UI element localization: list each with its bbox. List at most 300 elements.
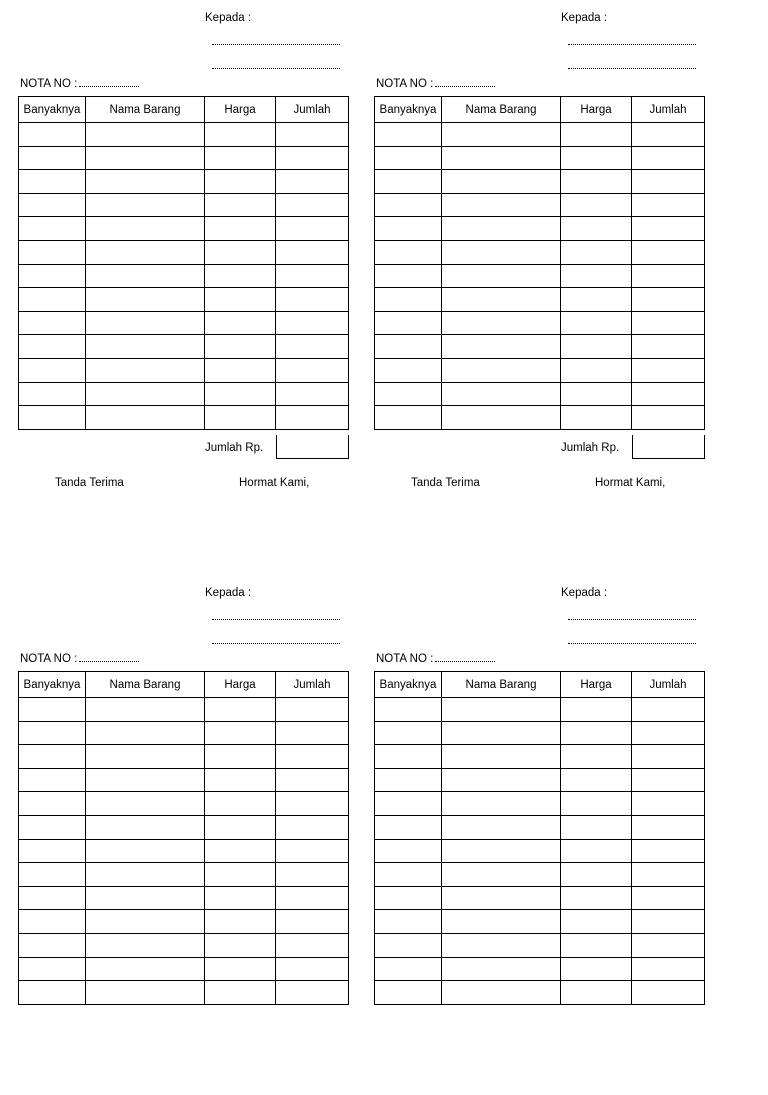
table-row [19, 382, 349, 406]
header-nama-barang: Nama Barang [442, 672, 561, 698]
cell-banyaknya[interactable] [375, 358, 442, 382]
cell-harga[interactable] [205, 264, 276, 288]
cell-jumlah[interactable] [632, 745, 705, 769]
items-table [18, 96, 349, 430]
cell-banyaknya[interactable] [19, 768, 86, 792]
cell-jumlah[interactable] [276, 123, 349, 147]
cell-banyaknya[interactable] [375, 217, 442, 241]
header-nama-barang: Nama Barang [86, 672, 205, 698]
table-row [19, 745, 349, 769]
cell-harga[interactable] [561, 957, 632, 981]
cell-harga[interactable] [205, 745, 276, 769]
table-row [19, 406, 349, 430]
table-row [19, 815, 349, 839]
cell-jumlah[interactable] [632, 981, 705, 1005]
cell-nama-barang[interactable] [86, 406, 205, 430]
cell-nama-barang[interactable] [86, 863, 205, 887]
nota-number [20, 653, 139, 665]
cell-banyaknya[interactable] [375, 288, 442, 312]
cell-banyaknya[interactable] [19, 406, 86, 430]
cell-banyaknya[interactable] [19, 815, 86, 839]
cell-harga[interactable] [205, 698, 276, 722]
cell-banyaknya[interactable] [375, 839, 442, 863]
tanda-terima-label: Tanda Terima [55, 477, 124, 489]
table-row [19, 335, 349, 359]
cell-harga[interactable] [561, 193, 632, 217]
cell-nama-barang[interactable] [442, 358, 561, 382]
cell-harga[interactable] [561, 721, 632, 745]
cell-jumlah[interactable] [632, 721, 705, 745]
cell-nama-barang[interactable] [442, 311, 561, 335]
kepada-line-1[interactable] [568, 619, 696, 620]
cell-jumlah[interactable] [632, 123, 705, 147]
cell-harga[interactable] [561, 406, 632, 430]
cell-harga[interactable] [561, 981, 632, 1005]
cell-banyaknya[interactable] [19, 288, 86, 312]
nota-no-field[interactable] [435, 661, 495, 662]
cell-banyaknya[interactable] [375, 981, 442, 1005]
cell-jumlah[interactable] [276, 288, 349, 312]
table-row [375, 146, 705, 170]
table-row [375, 839, 705, 863]
cell-banyaknya[interactable] [19, 146, 86, 170]
cell-jumlah[interactable] [632, 698, 705, 722]
cell-jumlah[interactable] [276, 311, 349, 335]
cell-jumlah[interactable] [276, 957, 349, 981]
cell-jumlah[interactable] [276, 933, 349, 957]
header-harga: Harga [205, 97, 276, 123]
cell-harga[interactable] [561, 123, 632, 147]
nota-number [376, 78, 495, 90]
cell-jumlah[interactable] [276, 886, 349, 910]
table-row [375, 406, 705, 430]
table-header-row [19, 97, 349, 123]
cell-jumlah[interactable] [276, 240, 349, 264]
table-row [19, 123, 349, 147]
cell-harga[interactable] [205, 721, 276, 745]
cell-nama-barang[interactable] [442, 288, 561, 312]
table-row [375, 311, 705, 335]
nota-no-label: NOTA NO : [376, 653, 434, 665]
cell-nama-barang[interactable] [86, 335, 205, 359]
cell-nama-barang[interactable] [86, 933, 205, 957]
cell-banyaknya[interactable] [375, 745, 442, 769]
cell-harga[interactable] [205, 886, 276, 910]
cell-banyaknya[interactable] [375, 815, 442, 839]
header-banyaknya: Banyaknya [19, 672, 86, 698]
kepada-label: Kepada : [205, 12, 252, 24]
cell-jumlah[interactable] [276, 193, 349, 217]
cell-nama-barang[interactable] [442, 146, 561, 170]
table-header-row [375, 97, 705, 123]
cell-nama-barang[interactable] [86, 839, 205, 863]
cell-jumlah[interactable] [632, 933, 705, 957]
cell-nama-barang[interactable] [86, 957, 205, 981]
cell-harga[interactable] [205, 815, 276, 839]
cell-jumlah[interactable] [276, 815, 349, 839]
cell-jumlah[interactable] [276, 981, 349, 1005]
cell-banyaknya[interactable] [375, 335, 442, 359]
header-harga: Harga [561, 672, 632, 698]
cell-nama-barang[interactable] [86, 217, 205, 241]
cell-harga[interactable] [205, 311, 276, 335]
cell-banyaknya[interactable] [375, 146, 442, 170]
cell-banyaknya[interactable] [375, 721, 442, 745]
cell-nama-barang[interactable] [442, 839, 561, 863]
cell-nama-barang[interactable] [86, 240, 205, 264]
cell-harga[interactable] [205, 910, 276, 934]
cell-nama-barang[interactable] [86, 288, 205, 312]
cell-jumlah[interactable] [632, 792, 705, 816]
cell-jumlah[interactable] [276, 217, 349, 241]
cell-harga[interactable] [561, 382, 632, 406]
cell-jumlah[interactable] [632, 240, 705, 264]
cell-nama-barang[interactable] [442, 123, 561, 147]
header-banyaknya: Banyaknya [375, 97, 442, 123]
cell-nama-barang[interactable] [442, 170, 561, 194]
cell-nama-barang[interactable] [442, 335, 561, 359]
nota-no-field[interactable] [79, 86, 139, 87]
header-jumlah: Jumlah [276, 97, 349, 123]
table-row [375, 933, 705, 957]
cell-harga[interactable] [205, 193, 276, 217]
header-banyaknya: Banyaknya [375, 672, 442, 698]
cell-jumlah[interactable] [632, 910, 705, 934]
header-harga: Harga [205, 672, 276, 698]
table-row [19, 358, 349, 382]
cell-nama-barang[interactable] [442, 721, 561, 745]
cell-harga[interactable] [205, 839, 276, 863]
cell-jumlah[interactable] [276, 792, 349, 816]
items-table [374, 671, 705, 1005]
cell-jumlah[interactable] [632, 146, 705, 170]
cell-nama-barang[interactable] [86, 311, 205, 335]
table-row [375, 240, 705, 264]
cell-banyaknya[interactable] [19, 792, 86, 816]
cell-jumlah[interactable] [632, 217, 705, 241]
nota-no-label: NOTA NO : [376, 78, 434, 90]
cell-harga[interactable] [205, 288, 276, 312]
cell-banyaknya[interactable] [19, 240, 86, 264]
cell-jumlah[interactable] [632, 863, 705, 887]
cell-nama-barang[interactable] [86, 745, 205, 769]
table-row [19, 792, 349, 816]
cell-jumlah[interactable] [276, 335, 349, 359]
cell-jumlah[interactable] [632, 170, 705, 194]
cell-nama-barang[interactable] [86, 264, 205, 288]
cell-banyaknya[interactable] [19, 193, 86, 217]
cell-harga[interactable] [561, 698, 632, 722]
cell-jumlah[interactable] [276, 698, 349, 722]
table-row [19, 981, 349, 1005]
cell-nama-barang[interactable] [442, 698, 561, 722]
cell-harga[interactable] [561, 886, 632, 910]
cell-harga[interactable] [205, 240, 276, 264]
table-row [375, 288, 705, 312]
cell-jumlah[interactable] [276, 146, 349, 170]
cell-jumlah[interactable] [632, 886, 705, 910]
kepada-line-2[interactable] [568, 643, 696, 644]
cell-nama-barang[interactable] [442, 745, 561, 769]
nota-number [20, 78, 139, 90]
cell-banyaknya[interactable] [375, 910, 442, 934]
cell-jumlah[interactable] [276, 264, 349, 288]
cell-banyaknya[interactable] [375, 406, 442, 430]
header-jumlah: Jumlah [632, 97, 705, 123]
cell-harga[interactable] [561, 146, 632, 170]
cell-banyaknya[interactable] [375, 698, 442, 722]
cell-nama-barang[interactable] [442, 863, 561, 887]
nota-form-top-right [374, 0, 714, 520]
cell-jumlah[interactable] [632, 264, 705, 288]
jumlah-rp-field[interactable] [632, 435, 705, 459]
cell-nama-barang[interactable] [86, 815, 205, 839]
cell-banyaknya[interactable] [19, 839, 86, 863]
cell-harga[interactable] [561, 745, 632, 769]
table-row [19, 910, 349, 934]
cell-banyaknya[interactable] [375, 240, 442, 264]
table-row [19, 933, 349, 957]
nota-form-top-left [18, 0, 358, 520]
table-row [375, 863, 705, 887]
cell-nama-barang[interactable] [442, 768, 561, 792]
cell-nama-barang[interactable] [86, 123, 205, 147]
cell-jumlah[interactable] [276, 745, 349, 769]
table-row [375, 981, 705, 1005]
cell-jumlah[interactable] [276, 863, 349, 887]
cell-jumlah[interactable] [632, 382, 705, 406]
cell-harga[interactable] [205, 146, 276, 170]
nota-no-field[interactable] [435, 86, 495, 87]
cell-banyaknya[interactable] [19, 981, 86, 1005]
table-row [375, 721, 705, 745]
cell-jumlah[interactable] [276, 170, 349, 194]
cell-banyaknya[interactable] [19, 698, 86, 722]
kepada-line-1[interactable] [568, 44, 696, 45]
cell-nama-barang[interactable] [442, 382, 561, 406]
cell-harga[interactable] [205, 170, 276, 194]
cell-banyaknya[interactable] [19, 311, 86, 335]
cell-harga[interactable] [561, 815, 632, 839]
kepada-line-1[interactable] [212, 619, 340, 620]
cell-banyaknya[interactable] [19, 217, 86, 241]
header-harga: Harga [561, 97, 632, 123]
cell-nama-barang[interactable] [86, 910, 205, 934]
cell-banyaknya[interactable] [375, 933, 442, 957]
cell-banyaknya[interactable] [19, 335, 86, 359]
table-row [19, 886, 349, 910]
cell-nama-barang[interactable] [86, 886, 205, 910]
cell-banyaknya[interactable] [375, 264, 442, 288]
cell-nama-barang[interactable] [86, 382, 205, 406]
cell-harga[interactable] [561, 768, 632, 792]
cell-nama-barang[interactable] [86, 170, 205, 194]
cell-banyaknya[interactable] [19, 933, 86, 957]
cell-nama-barang[interactable] [86, 698, 205, 722]
cell-banyaknya[interactable] [19, 886, 86, 910]
cell-banyaknya[interactable] [375, 311, 442, 335]
cell-harga[interactable] [205, 863, 276, 887]
cell-banyaknya[interactable] [19, 957, 86, 981]
table-row [375, 886, 705, 910]
cell-jumlah[interactable] [632, 957, 705, 981]
cell-harga[interactable] [561, 217, 632, 241]
cell-nama-barang[interactable] [442, 217, 561, 241]
table-row [375, 745, 705, 769]
kepada-label: Kepada : [205, 587, 252, 599]
kepada-label: Kepada : [561, 587, 608, 599]
items-table [374, 96, 705, 430]
cell-nama-barang[interactable] [442, 193, 561, 217]
cell-banyaknya[interactable] [19, 721, 86, 745]
cell-harga[interactable] [205, 792, 276, 816]
cell-harga[interactable] [205, 406, 276, 430]
cell-banyaknya[interactable] [375, 792, 442, 816]
table-row [19, 698, 349, 722]
cell-jumlah[interactable] [632, 815, 705, 839]
cell-jumlah[interactable] [276, 382, 349, 406]
cell-harga[interactable] [561, 792, 632, 816]
table-row [375, 264, 705, 288]
cell-nama-barang[interactable] [86, 193, 205, 217]
cell-jumlah[interactable] [632, 768, 705, 792]
cell-banyaknya[interactable] [375, 170, 442, 194]
cell-jumlah[interactable] [632, 335, 705, 359]
nota-no-field[interactable] [79, 661, 139, 662]
cell-jumlah[interactable] [276, 721, 349, 745]
cell-harga[interactable] [205, 957, 276, 981]
cell-harga[interactable] [561, 933, 632, 957]
cell-harga[interactable] [205, 217, 276, 241]
cell-banyaknya[interactable] [375, 886, 442, 910]
cell-nama-barang[interactable] [442, 957, 561, 981]
cell-nama-barang[interactable] [442, 910, 561, 934]
nota-number [376, 653, 495, 665]
cell-jumlah[interactable] [632, 193, 705, 217]
cell-harga[interactable] [205, 123, 276, 147]
nota-no-label: NOTA NO : [20, 78, 78, 90]
nota-form-bottom-right [374, 575, 714, 1095]
cell-harga[interactable] [561, 839, 632, 863]
cell-harga[interactable] [205, 358, 276, 382]
items-table [18, 671, 349, 1005]
cell-jumlah[interactable] [276, 768, 349, 792]
cell-banyaknya[interactable] [375, 957, 442, 981]
cell-jumlah[interactable] [276, 406, 349, 430]
cell-nama-barang[interactable] [442, 815, 561, 839]
cell-banyaknya[interactable] [19, 910, 86, 934]
cell-banyaknya[interactable] [375, 382, 442, 406]
table-row [19, 863, 349, 887]
cell-nama-barang[interactable] [86, 721, 205, 745]
cell-jumlah[interactable] [632, 839, 705, 863]
cell-banyaknya[interactable] [19, 745, 86, 769]
kepada-line-2[interactable] [568, 68, 696, 69]
cell-banyaknya[interactable] [375, 193, 442, 217]
header-nama-barang: Nama Barang [442, 97, 561, 123]
cell-jumlah[interactable] [632, 358, 705, 382]
cell-nama-barang[interactable] [442, 981, 561, 1005]
kepada-line-1[interactable] [212, 44, 340, 45]
kepada-line-2[interactable] [212, 68, 340, 69]
nota-form-bottom-left [18, 575, 358, 1095]
cell-banyaknya[interactable] [19, 264, 86, 288]
cell-harga[interactable] [205, 768, 276, 792]
cell-harga[interactable] [561, 358, 632, 382]
cell-nama-barang[interactable] [86, 358, 205, 382]
cell-harga[interactable] [205, 335, 276, 359]
cell-banyaknya[interactable] [375, 123, 442, 147]
table-header-row [19, 672, 349, 698]
cell-banyaknya[interactable] [375, 768, 442, 792]
cell-harga[interactable] [561, 910, 632, 934]
cell-banyaknya[interactable] [19, 863, 86, 887]
cell-banyaknya[interactable] [19, 358, 86, 382]
cell-harga[interactable] [561, 311, 632, 335]
cell-nama-barang[interactable] [442, 240, 561, 264]
nota-no-label: NOTA NO : [20, 653, 78, 665]
cell-nama-barang[interactable] [86, 768, 205, 792]
kepada-line-2[interactable] [212, 643, 340, 644]
table-row [375, 193, 705, 217]
cell-nama-barang[interactable] [442, 886, 561, 910]
cell-jumlah[interactable] [276, 358, 349, 382]
jumlah-rp-field[interactable] [276, 435, 349, 459]
jumlah-rp-label: Jumlah Rp. [561, 442, 620, 454]
cell-jumlah[interactable] [632, 406, 705, 430]
cell-jumlah[interactable] [276, 839, 349, 863]
table-row [375, 123, 705, 147]
cell-nama-barang[interactable] [86, 146, 205, 170]
cell-jumlah[interactable] [632, 288, 705, 312]
cell-nama-barang[interactable] [442, 933, 561, 957]
table-row [19, 146, 349, 170]
cell-harga[interactable] [561, 335, 632, 359]
cell-nama-barang[interactable] [442, 406, 561, 430]
cell-banyaknya[interactable] [19, 123, 86, 147]
table-row [375, 382, 705, 406]
kepada-label: Kepada : [561, 12, 608, 24]
cell-jumlah[interactable] [632, 311, 705, 335]
table-row [375, 335, 705, 359]
table-row [19, 170, 349, 194]
cell-harga[interactable] [561, 288, 632, 312]
cell-banyaknya[interactable] [19, 382, 86, 406]
cell-harga[interactable] [561, 264, 632, 288]
cell-nama-barang[interactable] [86, 981, 205, 1005]
cell-harga[interactable] [561, 170, 632, 194]
table-header-row [375, 672, 705, 698]
cell-harga[interactable] [205, 382, 276, 406]
table-row [19, 288, 349, 312]
table-row [375, 170, 705, 194]
cell-nama-barang[interactable] [442, 792, 561, 816]
cell-harga[interactable] [561, 240, 632, 264]
cell-banyaknya[interactable] [375, 863, 442, 887]
table-row [375, 358, 705, 382]
cell-harga[interactable] [205, 933, 276, 957]
cell-nama-barang[interactable] [442, 264, 561, 288]
table-row [19, 311, 349, 335]
table-row [375, 815, 705, 839]
cell-harga[interactable] [561, 863, 632, 887]
cell-harga[interactable] [205, 981, 276, 1005]
cell-jumlah[interactable] [276, 910, 349, 934]
cell-nama-barang[interactable] [86, 792, 205, 816]
table-row [375, 217, 705, 241]
cell-banyaknya[interactable] [19, 170, 86, 194]
hormat-kami-label: Hormat Kami, [595, 477, 666, 489]
